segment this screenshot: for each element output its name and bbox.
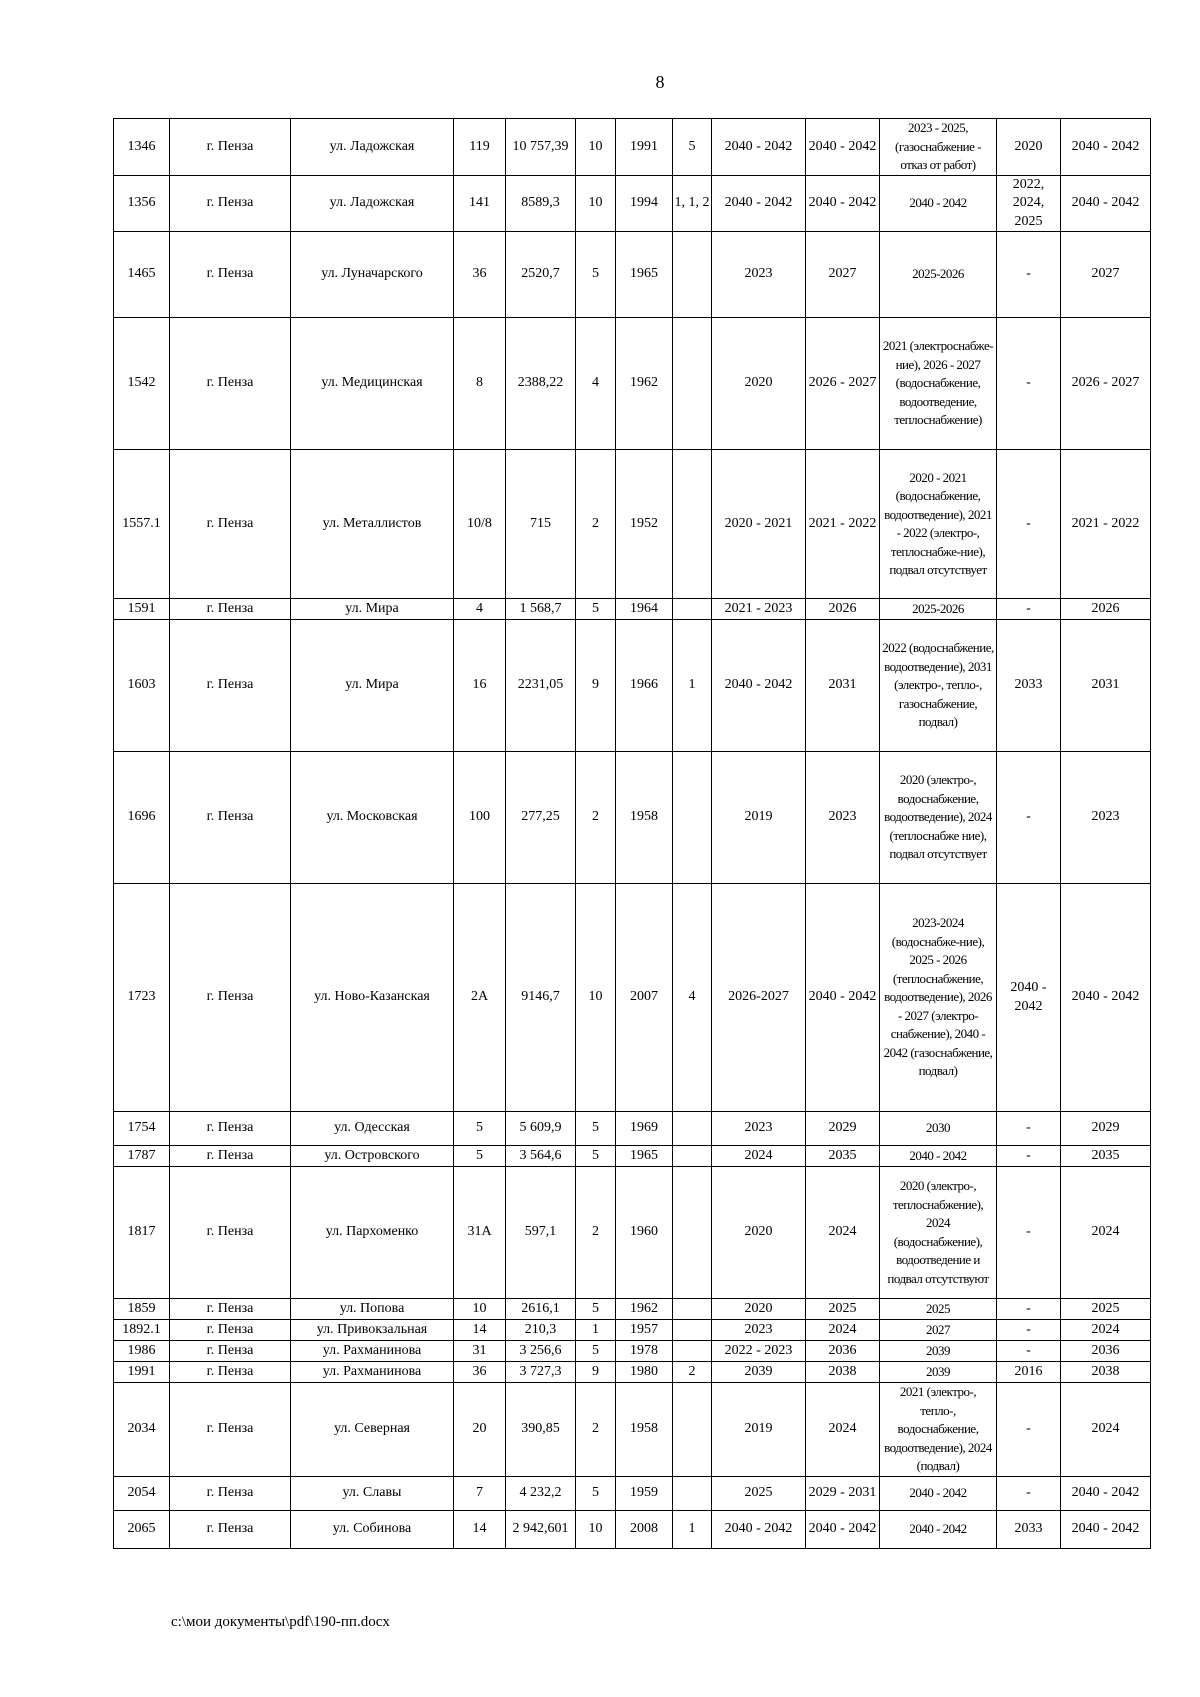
cell-area: 2231,05 <box>506 620 576 752</box>
cell-c10: 2025 <box>806 1299 880 1320</box>
cell-code: 1603 <box>114 620 170 752</box>
cell-c9: 2040 - 2042 <box>712 175 806 232</box>
cell-c10: 2040 - 2042 <box>806 119 880 176</box>
cell-c11: 2021 (электро-, тепло-, водоснабжение, водоотведение), 2024 (подвал) <box>880 1383 997 1477</box>
cell-c9: 2019 <box>712 752 806 884</box>
cell-code: 2034 <box>114 1383 170 1477</box>
cell-year: 1978 <box>616 1341 673 1362</box>
cell-c9: 2020 <box>712 1299 806 1320</box>
cell-code: 1892.1 <box>114 1320 170 1341</box>
cell-entrances <box>673 1320 712 1341</box>
cell-c12: - <box>997 1112 1061 1146</box>
cell-city: г. Пенза <box>170 884 291 1112</box>
cell-year: 1969 <box>616 1112 673 1146</box>
cell-floors: 5 <box>576 1341 616 1362</box>
cell-house: 7 <box>454 1476 506 1510</box>
cell-c10: 2029 <box>806 1112 880 1146</box>
cell-floors: 2 <box>576 450 616 599</box>
cell-city: г. Пенза <box>170 1320 291 1341</box>
cell-c9: 2020 - 2021 <box>712 450 806 599</box>
cell-area: 597,1 <box>506 1167 576 1299</box>
cell-entrances: 1, 1, 2 <box>673 175 712 232</box>
cell-street: ул. Мира <box>291 620 454 752</box>
cell-year: 1964 <box>616 599 673 620</box>
cell-city: г. Пенза <box>170 752 291 884</box>
cell-street: ул. Пархоменко <box>291 1167 454 1299</box>
cell-street: ул. Ново-Казанская <box>291 884 454 1112</box>
cell-house: 36 <box>454 232 506 318</box>
cell-year: 1962 <box>616 1299 673 1320</box>
cell-c11: 2025-2026 <box>880 599 997 620</box>
cell-c13: 2021 - 2022 <box>1061 450 1151 599</box>
cell-floors: 5 <box>576 1112 616 1146</box>
cell-code: 1465 <box>114 232 170 318</box>
cell-c12: 2040 - 2042 <box>997 884 1061 1112</box>
cell-c11: 2027 <box>880 1320 997 1341</box>
cell-c9: 2040 - 2042 <box>712 620 806 752</box>
cell-city: г. Пенза <box>170 318 291 450</box>
cell-area: 4 232,2 <box>506 1476 576 1510</box>
cell-c12: - <box>997 1476 1061 1510</box>
cell-code: 1356 <box>114 175 170 232</box>
cell-c10: 2024 <box>806 1320 880 1341</box>
cell-city: г. Пенза <box>170 620 291 752</box>
cell-floors: 5 <box>576 1476 616 1510</box>
cell-c12: - <box>997 232 1061 318</box>
cell-c13: 2040 - 2042 <box>1061 1476 1151 1510</box>
table-row <box>114 884 1151 1112</box>
cell-code: 2065 <box>114 1510 170 1548</box>
cell-c12: 2033 <box>997 1510 1061 1548</box>
cell-c9: 2020 <box>712 318 806 450</box>
cell-entrances: 1 <box>673 1510 712 1548</box>
cell-street: ул. Привокзальная <box>291 1320 454 1341</box>
cell-c9: 2023 <box>712 1320 806 1341</box>
cell-c10: 2024 <box>806 1167 880 1299</box>
cell-c12: - <box>997 318 1061 450</box>
cell-street: ул. Мира <box>291 599 454 620</box>
cell-code: 1591 <box>114 599 170 620</box>
cell-c12: - <box>997 450 1061 599</box>
cell-year: 1965 <box>616 1146 673 1167</box>
cell-area: 3 564,6 <box>506 1146 576 1167</box>
cell-c13: 2040 - 2042 <box>1061 1510 1151 1548</box>
cell-c10: 2023 <box>806 752 880 884</box>
cell-city: г. Пенза <box>170 1146 291 1167</box>
cell-floors: 5 <box>576 232 616 318</box>
cell-street: ул. Островского <box>291 1146 454 1167</box>
cell-c13: 2035 <box>1061 1146 1151 1167</box>
table-row <box>114 1146 1151 1167</box>
cell-c11: 2030 <box>880 1112 997 1146</box>
cell-entrances: 5 <box>673 119 712 176</box>
cell-c12: - <box>997 1299 1061 1320</box>
cell-floors: 9 <box>576 620 616 752</box>
cell-code: 1542 <box>114 318 170 450</box>
cell-area: 10 757,39 <box>506 119 576 176</box>
cell-floors: 4 <box>576 318 616 450</box>
cell-street: ул. Попова <box>291 1299 454 1320</box>
table-row <box>114 450 1151 599</box>
cell-entrances <box>673 1341 712 1362</box>
cell-floors: 2 <box>576 1383 616 1477</box>
cell-house: 5 <box>454 1146 506 1167</box>
cell-c9: 2024 <box>712 1146 806 1167</box>
cell-c13: 2040 - 2042 <box>1061 884 1151 1112</box>
cell-city: г. Пенза <box>170 175 291 232</box>
cell-house: 31 <box>454 1341 506 1362</box>
cell-c12: 2022, 2024, 2025 <box>997 175 1061 232</box>
table-row <box>114 1510 1151 1548</box>
cell-street: ул. Медицинская <box>291 318 454 450</box>
table-row <box>114 752 1151 884</box>
cell-area: 210,3 <box>506 1320 576 1341</box>
cell-house: 8 <box>454 318 506 450</box>
cell-c10: 2040 - 2042 <box>806 1510 880 1548</box>
cell-c13: 2026 - 2027 <box>1061 318 1151 450</box>
cell-entrances <box>673 232 712 318</box>
cell-entrances <box>673 318 712 450</box>
cell-street: ул. Рахманинова <box>291 1362 454 1383</box>
cell-c11: 2023 - 2025, (газоснабжение - отказ от работ) <box>880 119 997 176</box>
cell-floors: 2 <box>576 1167 616 1299</box>
cell-c11: 2021 (электроснабже-ние), 2026 - 2027 (водоснабжение, водоотведение, теплоснабжение) <box>880 318 997 450</box>
cell-code: 1986 <box>114 1341 170 1362</box>
table-row <box>114 1320 1151 1341</box>
cell-c13: 2026 <box>1061 599 1151 620</box>
cell-year: 1960 <box>616 1167 673 1299</box>
cell-area: 2616,1 <box>506 1299 576 1320</box>
cell-c13: 2040 - 2042 <box>1061 175 1151 232</box>
cell-c10: 2031 <box>806 620 880 752</box>
cell-house: 20 <box>454 1383 506 1477</box>
cell-city: г. Пенза <box>170 1362 291 1383</box>
cell-c12: - <box>997 1167 1061 1299</box>
cell-house: 31А <box>454 1167 506 1299</box>
cell-c11: 2023-2024 (водоснабже-ние), 2025 - 2026 (теплоснабжение, водоотведение), 2026 - 2027 (электро-снабжение), 2040 - 2042 (газоснабжение, подвал) <box>880 884 997 1112</box>
cell-c9: 2039 <box>712 1362 806 1383</box>
cell-year: 1958 <box>616 1383 673 1477</box>
cell-entrances <box>673 1476 712 1510</box>
cell-c13: 2027 <box>1061 232 1151 318</box>
cell-code: 1787 <box>114 1146 170 1167</box>
cell-c10: 2021 - 2022 <box>806 450 880 599</box>
cell-entrances <box>673 1383 712 1477</box>
cell-house: 14 <box>454 1320 506 1341</box>
cell-city: г. Пенза <box>170 1476 291 1510</box>
table-row <box>114 1167 1151 1299</box>
cell-c11: 2040 - 2042 <box>880 175 997 232</box>
housing-repair-schedule-table <box>113 118 1151 1549</box>
cell-c13: 2036 <box>1061 1341 1151 1362</box>
cell-street: ул. Славы <box>291 1476 454 1510</box>
cell-c9: 2022 - 2023 <box>712 1341 806 1362</box>
cell-code: 1991 <box>114 1362 170 1383</box>
cell-year: 1966 <box>616 620 673 752</box>
cell-c11: 2022 (водоснабжение, водоотведение), 2031 (электро-, тепло-, газоснабжение, подвал) <box>880 620 997 752</box>
cell-year: 1959 <box>616 1476 673 1510</box>
cell-c11: 2020 - 2021 (водоснабжение, водоотведение), 2021 - 2022 (электро-, теплоснабже-ние), подвал отсутствует <box>880 450 997 599</box>
cell-city: г. Пенза <box>170 1341 291 1362</box>
page-number: 8 <box>655 72 665 92</box>
cell-c9: 2023 <box>712 1112 806 1146</box>
cell-c9: 2019 <box>712 1383 806 1477</box>
cell-city: г. Пенза <box>170 119 291 176</box>
cell-c11: 2039 <box>880 1341 997 1362</box>
cell-c10: 2040 - 2042 <box>806 884 880 1112</box>
cell-year: 1957 <box>616 1320 673 1341</box>
cell-c9: 2040 - 2042 <box>712 1510 806 1548</box>
cell-city: г. Пенза <box>170 1383 291 1477</box>
cell-c12: 2033 <box>997 620 1061 752</box>
cell-code: 1557.1 <box>114 450 170 599</box>
cell-c10: 2035 <box>806 1146 880 1167</box>
cell-area: 2 942,601 <box>506 1510 576 1548</box>
cell-year: 1994 <box>616 175 673 232</box>
cell-code: 1817 <box>114 1167 170 1299</box>
cell-c12: - <box>997 1146 1061 1167</box>
cell-city: г. Пенза <box>170 1167 291 1299</box>
cell-entrances <box>673 599 712 620</box>
cell-c12: 2016 <box>997 1362 1061 1383</box>
cell-floors: 9 <box>576 1362 616 1383</box>
cell-c11: 2020 (электро-, водоснабжение, водоотведение), 2024 (теплоснабже ние), подвал отсутствует <box>880 752 997 884</box>
cell-area: 3 256,6 <box>506 1341 576 1362</box>
cell-c9: 2020 <box>712 1167 806 1299</box>
table-row <box>114 1362 1151 1383</box>
cell-c9: 2026-2027 <box>712 884 806 1112</box>
cell-c13: 2029 <box>1061 1112 1151 1146</box>
cell-year: 1991 <box>616 119 673 176</box>
cell-area: 277,25 <box>506 752 576 884</box>
cell-floors: 5 <box>576 599 616 620</box>
table-row <box>114 175 1151 232</box>
cell-area: 9146,7 <box>506 884 576 1112</box>
cell-floors: 10 <box>576 119 616 176</box>
cell-house: 100 <box>454 752 506 884</box>
cell-c11: 2025-2026 <box>880 232 997 318</box>
cell-entrances <box>673 752 712 884</box>
cell-street: ул. Московская <box>291 752 454 884</box>
cell-c11: 2040 - 2042 <box>880 1510 997 1548</box>
cell-house: 10 <box>454 1299 506 1320</box>
cell-city: г. Пенза <box>170 1112 291 1146</box>
table-row <box>114 599 1151 620</box>
cell-floors: 1 <box>576 1320 616 1341</box>
cell-street: ул. Одесская <box>291 1112 454 1146</box>
cell-area: 390,85 <box>506 1383 576 1477</box>
cell-c13: 2024 <box>1061 1167 1151 1299</box>
cell-c10: 2038 <box>806 1362 880 1383</box>
cell-c12: - <box>997 1320 1061 1341</box>
cell-house: 36 <box>454 1362 506 1383</box>
cell-c10: 2036 <box>806 1341 880 1362</box>
cell-c10: 2027 <box>806 232 880 318</box>
cell-street: ул. Рахманинова <box>291 1341 454 1362</box>
cell-city: г. Пенза <box>170 232 291 318</box>
cell-c11: 2025 <box>880 1299 997 1320</box>
cell-c10: 2024 <box>806 1383 880 1477</box>
table-row <box>114 1112 1151 1146</box>
cell-c11: 2020 (электро-, теплоснабжение), 2024 (водоснабжение), водоотведение и подвал отсутствуют <box>880 1167 997 1299</box>
cell-c13: 2038 <box>1061 1362 1151 1383</box>
cell-c13: 2031 <box>1061 620 1151 752</box>
cell-c13: 2040 - 2042 <box>1061 119 1151 176</box>
cell-floors: 10 <box>576 1510 616 1548</box>
cell-house: 16 <box>454 620 506 752</box>
cell-c10: 2026 <box>806 599 880 620</box>
cell-floors: 10 <box>576 175 616 232</box>
cell-c9: 2025 <box>712 1476 806 1510</box>
cell-area: 8589,3 <box>506 175 576 232</box>
cell-house: 2А <box>454 884 506 1112</box>
cell-house: 141 <box>454 175 506 232</box>
cell-c13: 2024 <box>1061 1320 1151 1341</box>
cell-year: 1980 <box>616 1362 673 1383</box>
cell-code: 1723 <box>114 884 170 1112</box>
cell-street: ул. Ладожская <box>291 119 454 176</box>
cell-c9: 2021 - 2023 <box>712 599 806 620</box>
cell-c9: 2040 - 2042 <box>712 119 806 176</box>
cell-floors: 5 <box>576 1299 616 1320</box>
cell-area: 5 609,9 <box>506 1112 576 1146</box>
cell-year: 2007 <box>616 884 673 1112</box>
cell-c11: 2040 - 2042 <box>880 1146 997 1167</box>
cell-code: 1754 <box>114 1112 170 1146</box>
table-row <box>114 1383 1151 1477</box>
cell-code: 1696 <box>114 752 170 884</box>
cell-area: 1 568,7 <box>506 599 576 620</box>
cell-entrances: 1 <box>673 620 712 752</box>
cell-c13: 2024 <box>1061 1383 1151 1477</box>
table-row <box>114 318 1151 450</box>
cell-c9: 2023 <box>712 232 806 318</box>
cell-street: ул. Собинова <box>291 1510 454 1548</box>
table-row <box>114 1341 1151 1362</box>
cell-city: г. Пенза <box>170 450 291 599</box>
cell-street: ул. Северная <box>291 1383 454 1477</box>
cell-area: 715 <box>506 450 576 599</box>
cell-house: 10/8 <box>454 450 506 599</box>
table-row <box>114 1299 1151 1320</box>
table-row <box>114 119 1151 176</box>
cell-house: 5 <box>454 1112 506 1146</box>
cell-c12: 2020 <box>997 119 1061 176</box>
cell-city: г. Пенза <box>170 1299 291 1320</box>
cell-area: 3 727,3 <box>506 1362 576 1383</box>
table-row <box>114 620 1151 752</box>
cell-c12: - <box>997 752 1061 884</box>
cell-street: ул. Металлистов <box>291 450 454 599</box>
cell-entrances: 2 <box>673 1362 712 1383</box>
cell-floors: 5 <box>576 1146 616 1167</box>
cell-entrances <box>673 1112 712 1146</box>
footer-file-path: c:\мои документы\pdf\190-пп.docx <box>171 1614 390 1630</box>
cell-c10: 2040 - 2042 <box>806 175 880 232</box>
cell-c11: 2039 <box>880 1362 997 1383</box>
cell-code: 2054 <box>114 1476 170 1510</box>
cell-year: 1962 <box>616 318 673 450</box>
cell-c12: - <box>997 599 1061 620</box>
cell-year: 1958 <box>616 752 673 884</box>
cell-c13: 2023 <box>1061 752 1151 884</box>
cell-entrances <box>673 450 712 599</box>
cell-code: 1346 <box>114 119 170 176</box>
cell-year: 1965 <box>616 232 673 318</box>
cell-c10: 2026 - 2027 <box>806 318 880 450</box>
cell-c11: 2040 - 2042 <box>880 1476 997 1510</box>
cell-street: ул. Ладожская <box>291 175 454 232</box>
cell-year: 2008 <box>616 1510 673 1548</box>
table-row <box>114 1476 1151 1510</box>
cell-c10: 2029 - 2031 <box>806 1476 880 1510</box>
cell-house: 14 <box>454 1510 506 1548</box>
cell-city: г. Пенза <box>170 1510 291 1548</box>
table-row <box>114 232 1151 318</box>
cell-entrances <box>673 1146 712 1167</box>
cell-house: 119 <box>454 119 506 176</box>
cell-street: ул. Луначарского <box>291 232 454 318</box>
cell-area: 2388,22 <box>506 318 576 450</box>
cell-city: г. Пенза <box>170 599 291 620</box>
cell-code: 1859 <box>114 1299 170 1320</box>
cell-c12: - <box>997 1341 1061 1362</box>
cell-year: 1952 <box>616 450 673 599</box>
cell-house: 4 <box>454 599 506 620</box>
cell-floors: 2 <box>576 752 616 884</box>
cell-floors: 10 <box>576 884 616 1112</box>
cell-c12: - <box>997 1383 1061 1477</box>
cell-entrances <box>673 1299 712 1320</box>
cell-area: 2520,7 <box>506 232 576 318</box>
cell-entrances: 4 <box>673 884 712 1112</box>
cell-entrances <box>673 1167 712 1299</box>
cell-c13: 2025 <box>1061 1299 1151 1320</box>
